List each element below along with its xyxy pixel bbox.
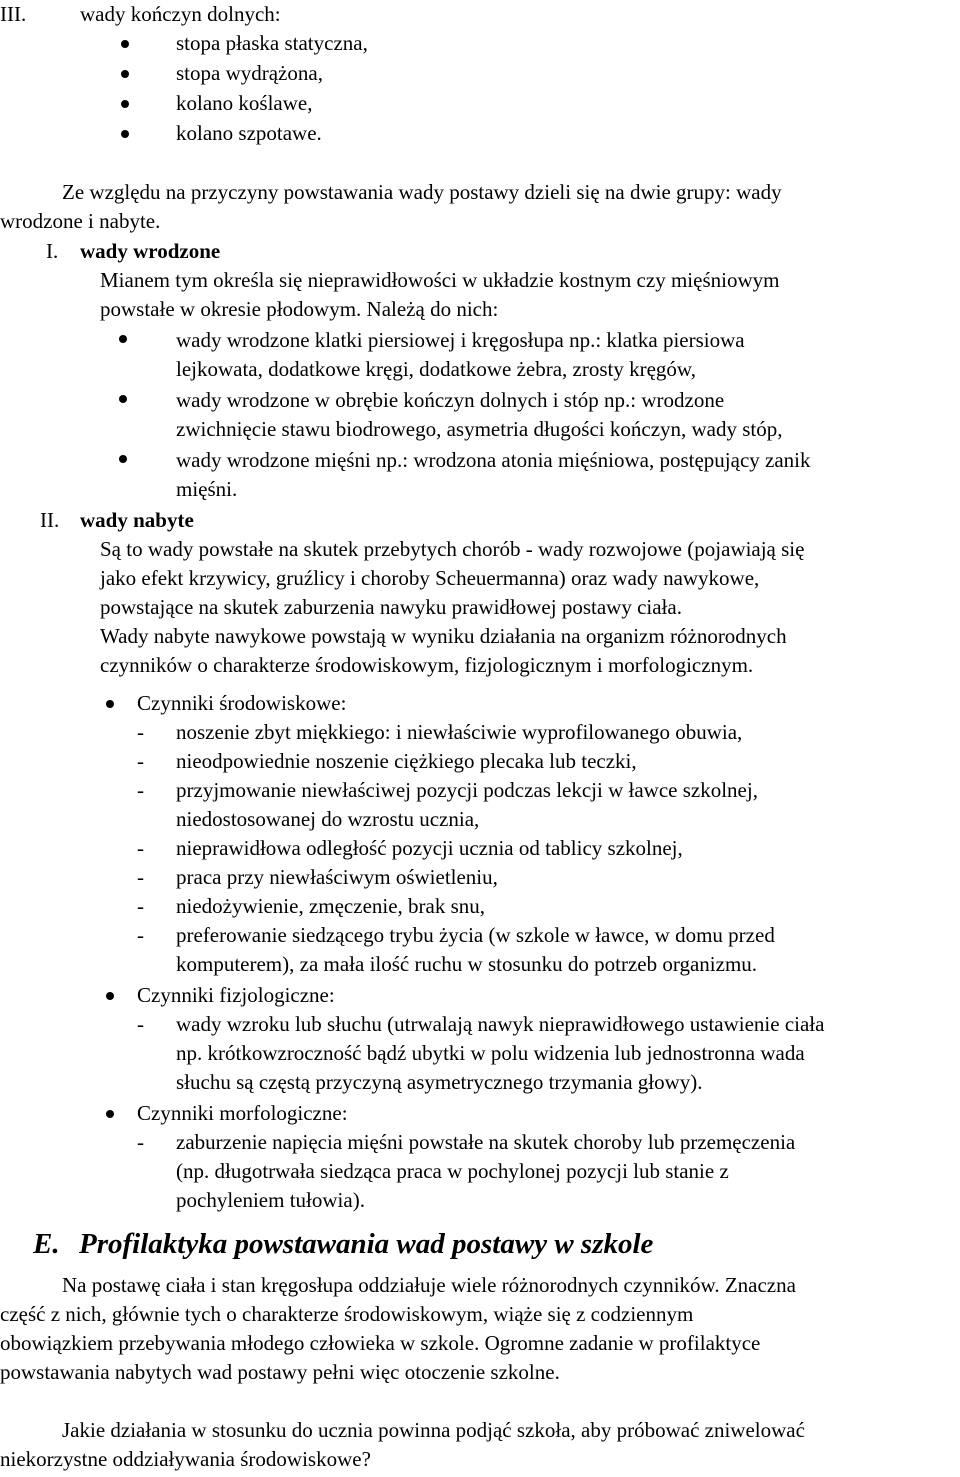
paragraph-line: Jakie działania w stosunku do ucznia powinna podjąć szkoła, aby próbować zniwelować <box>62 1418 805 1442</box>
factor-title: Czynniki środowiskowe: <box>137 691 347 715</box>
list-item-cont: mięśni. <box>176 477 238 501</box>
bullet-icon <box>121 70 129 78</box>
list-item: praca przy niewłaściwym oświetleniu, <box>176 865 498 889</box>
intro-line: wrodzone i nabyte. <box>0 209 161 233</box>
paragraph-line: Wady nabyte nawykowe powstają w wyniku działania na organizm różnorodnych <box>100 624 787 648</box>
list-item-cont: niedostosowanej do wzrostu ucznia, <box>176 807 480 831</box>
section-e-title: Profilaktyka powstawania wad postawy w szkole <box>79 1228 654 1260</box>
dash-marker: - <box>137 836 144 860</box>
bullet-icon <box>119 395 127 403</box>
dash-marker: - <box>137 778 144 802</box>
dash-marker: - <box>137 865 144 889</box>
congenital-desc: powstałe w okresie płodowym. Należą do nich: <box>100 297 499 321</box>
paragraph-line: powstawania nabytych wad postawy pełni więc otoczenie szkolne. <box>0 1360 560 1384</box>
list-item-cont: komputerem), za mała ilość ruchu w stosunku do potrzeb organizmu. <box>176 952 758 976</box>
paragraph-line: część z nich, głównie tych o charakterze środowiskowym, wiąże się z codziennym <box>0 1302 694 1326</box>
list-item-cont: np. krótkowzroczność bądź ubytki w polu widzenia lub jednostronna wada <box>176 1041 805 1065</box>
dash-marker: - <box>137 1012 144 1036</box>
list-item: nieprawidłowa odległość pozycji ucznia od tablicy szkolnej, <box>176 836 683 860</box>
acquired-title: wady nabyte <box>80 508 194 532</box>
list-item: wady wrodzone mięśni np.: wrodzona atonia mięśniowa, postępujący zanik <box>176 448 811 472</box>
bullet-icon <box>106 992 114 1000</box>
congenital-title: wady wrodzone <box>80 239 221 263</box>
list-item: wady wrodzone w obrębie kończyn dolnych i stóp np.: wrodzone <box>176 388 725 412</box>
dash-marker: - <box>137 749 144 773</box>
list-item-cont: lejkowata, dodatkowe kręgi, dodatkowe żebra, zrosty kręgów, <box>176 357 696 381</box>
list-item: noszenie zbyt miękkiego: i niewłaściwie wyprofilowanego obuwia, <box>176 720 743 744</box>
intro-line: Ze względu na przyczyny powstawania wady postawy dzieli się na dwie grupy: wady <box>62 180 782 204</box>
paragraph-line: Na postawę ciała i stan kręgosłupa oddziałuje wiele różnorodnych czynników. Znaczna <box>62 1273 796 1297</box>
bullet-icon <box>119 335 127 343</box>
dash-marker: - <box>137 1130 144 1154</box>
bullet-icon <box>121 130 129 138</box>
list-item: stopa wydrążona, <box>176 61 323 85</box>
list-item-cont: zwichnięcie stawu biodrowego, asymetria długości kończyn, wady stóp, <box>176 417 783 441</box>
bullet-icon <box>106 700 114 708</box>
section-e-heading <box>33 1226 653 1262</box>
list-item: wady wrodzone klatki piersiowej i kręgosłupa np.: klatka piersiowa <box>176 328 745 352</box>
list-item: wady wzroku lub słuchu (utrwalają nawyk nieprawidłowego ustawienie ciała <box>176 1012 825 1036</box>
list-item: kolano koślawe, <box>176 91 313 115</box>
paragraph-line: czynników o charakterze środowiskowym, fizjologicznym i morfologicznym. <box>100 653 754 677</box>
paragraph-line: jako efekt krzywicy, gruźlicy i choroby Scheuermanna) oraz wady nawykowe, <box>100 566 760 590</box>
list-item: preferowanie siedzącego trybu życia (w szkole w ławce, w domu przed <box>176 923 775 947</box>
bullet-icon <box>119 455 127 463</box>
section-e-letter: E. <box>33 1228 60 1260</box>
paragraph-line: obowiązkiem przebywania młodego człowieka w szkole. Ogromne zadanie w profilaktyce <box>0 1331 761 1355</box>
paragraph-line: Są to wady powstałe na skutek przebytych chorób - wady rozwojowe (pojawiają się <box>100 537 805 561</box>
congenital-desc: Mianem tym określa się nieprawidłowości w układzie kostnym czy mięśniowym <box>100 268 780 292</box>
list-item-cont: pochyleniem tułowia). <box>176 1188 365 1212</box>
paragraph-line: niekorzystne oddziaływania środowiskowe? <box>0 1447 371 1471</box>
dash-marker: - <box>137 894 144 918</box>
bullet-icon <box>121 100 129 108</box>
factor-title: Czynniki morfologiczne: <box>137 1101 348 1125</box>
list-item: niedożywienie, zmęczenie, brak snu, <box>176 894 486 918</box>
list-item-cont: słuchu są częstą przyczyną asymetrycznego trzymania głowy). <box>176 1070 703 1094</box>
congenital-number: I. <box>46 239 59 263</box>
factor-title: Czynniki fizjologiczne: <box>137 983 335 1007</box>
list-item: stopa płaska statyczna, <box>176 31 368 55</box>
bullet-icon <box>121 40 129 48</box>
list-item: zaburzenie napięcia mięśni powstałe na skutek choroby lub przemęczenia <box>176 1130 796 1154</box>
dash-marker: - <box>137 720 144 744</box>
section-3-number: III. <box>0 2 27 26</box>
list-item: kolano szpotawe. <box>176 121 322 145</box>
list-item: nieodpowiednie noszenie ciężkiego plecaka lub teczki, <box>176 749 637 773</box>
section-3-title: wady kończyn dolnych: <box>80 2 281 26</box>
acquired-number: II. <box>40 508 60 532</box>
list-item-cont: (np. długotrwała siedząca praca w pochylonej pozycji lub stanie z <box>176 1159 729 1183</box>
list-item: przyjmowanie niewłaściwej pozycji podczas lekcji w ławce szkolnej, <box>176 778 758 802</box>
bullet-icon <box>106 1110 114 1118</box>
paragraph-line: powstające na skutek zaburzenia nawyku prawidłowej postawy ciała. <box>100 595 682 619</box>
dash-marker: - <box>137 923 144 947</box>
